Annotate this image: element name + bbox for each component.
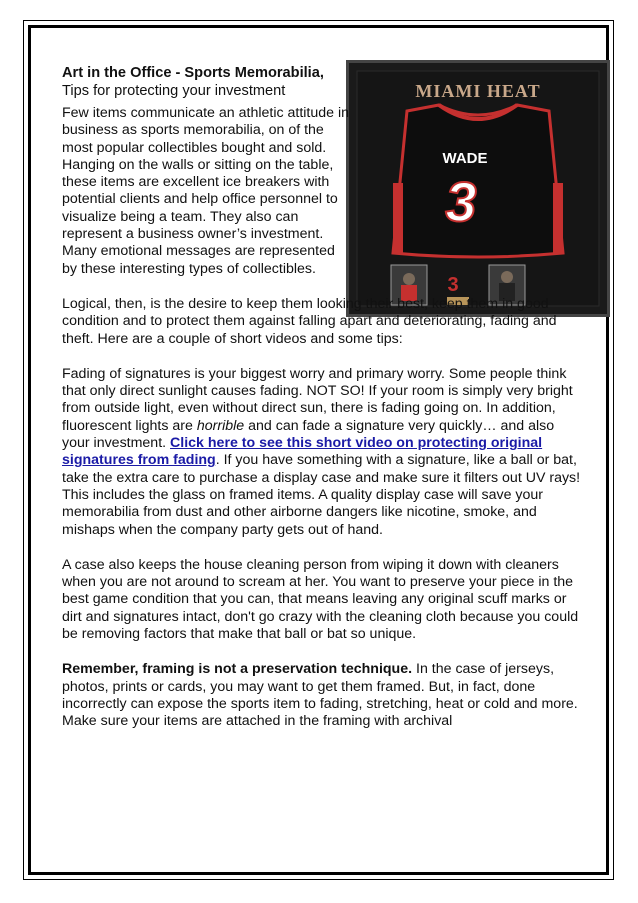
fading-text-a: Fading of signatures is your biggest worry and primary worry. Some people think that only direct sunlight causes fading. NOT SO! If your room is simply very bright from outside light, even without direct sun, there is fading going on. In addition, fluorescent lights are [62,365,573,434]
paragraph-framing [62,661,584,730]
fading-italic: horrible [196,417,245,434]
jersey-name: WADE [442,150,488,167]
paragraph-case: A case also keeps the house cleaning person from wiping it down with cleaners when you are not around to scream at her. You want to preserve your piece in the best game condition that you can, that means leaving any original scuff marks or dirt and signatures intact, don't go crazy with the cleaning cloth because you could be removing factors that make that ball or bat so unique. [62,556,579,643]
article-body [62,64,584,749]
video-link[interactable]: Click here to see this short video on protecting original signatures from fading [62,435,543,469]
framing-rest: In the case of jerseys, photos, prints or cards, you may want to get them framed. But, in fact, done incorrectly can expose the sports item to fading, stretching, heat or cold and more. Make sure your items are attached in the framing with archival [62,661,578,730]
small-number: 3 [447,274,459,296]
intro-column [62,64,352,278]
framing-bold: Remember, framing is not a preservation technique. [62,661,413,678]
jersey-number: 3 [445,170,477,233]
banner-text: MIAMI HEAT [415,81,541,101]
title-rest: Tips for protecting your investment [62,83,286,99]
fading-text-b: and can fade a signature very quickly… and also your investment. [62,417,555,452]
title-bold: Art in the Office - Sports Memorabilia, [62,65,324,81]
article-title [62,64,352,100]
paragraph-fading [62,366,584,539]
fading-text-c: . If you have something with a signature, like a ball or bat, take the extra care to purchase a display case and make sure it filters out UV rays! This includes the glass on framed items. A quality display case will save your memorabilia from dust and other airborne dangers like nicotine, smoke, and mishaps when the company party gets out of hand. [62,452,581,538]
intro-paragraph: Few items communicate an athletic attitude in business as sports memorabilia, on of the most popular collectibles bought and sold. Hanging on the walls or sitting on the table, these items are excellent ice breakers with potential clients and help office personnel to visualize being a team. They also can represent a business owner’s investment. Many emotional messages are represented by these interesting types of collectibles. [62,105,350,277]
paragraph-logical: Logical, then, is the desire to keep them looking their best, keep them in good condition and to protect them against falling apart and deteriorating, fading and theft. Here are a couple of short videos and some tips: [62,295,557,347]
